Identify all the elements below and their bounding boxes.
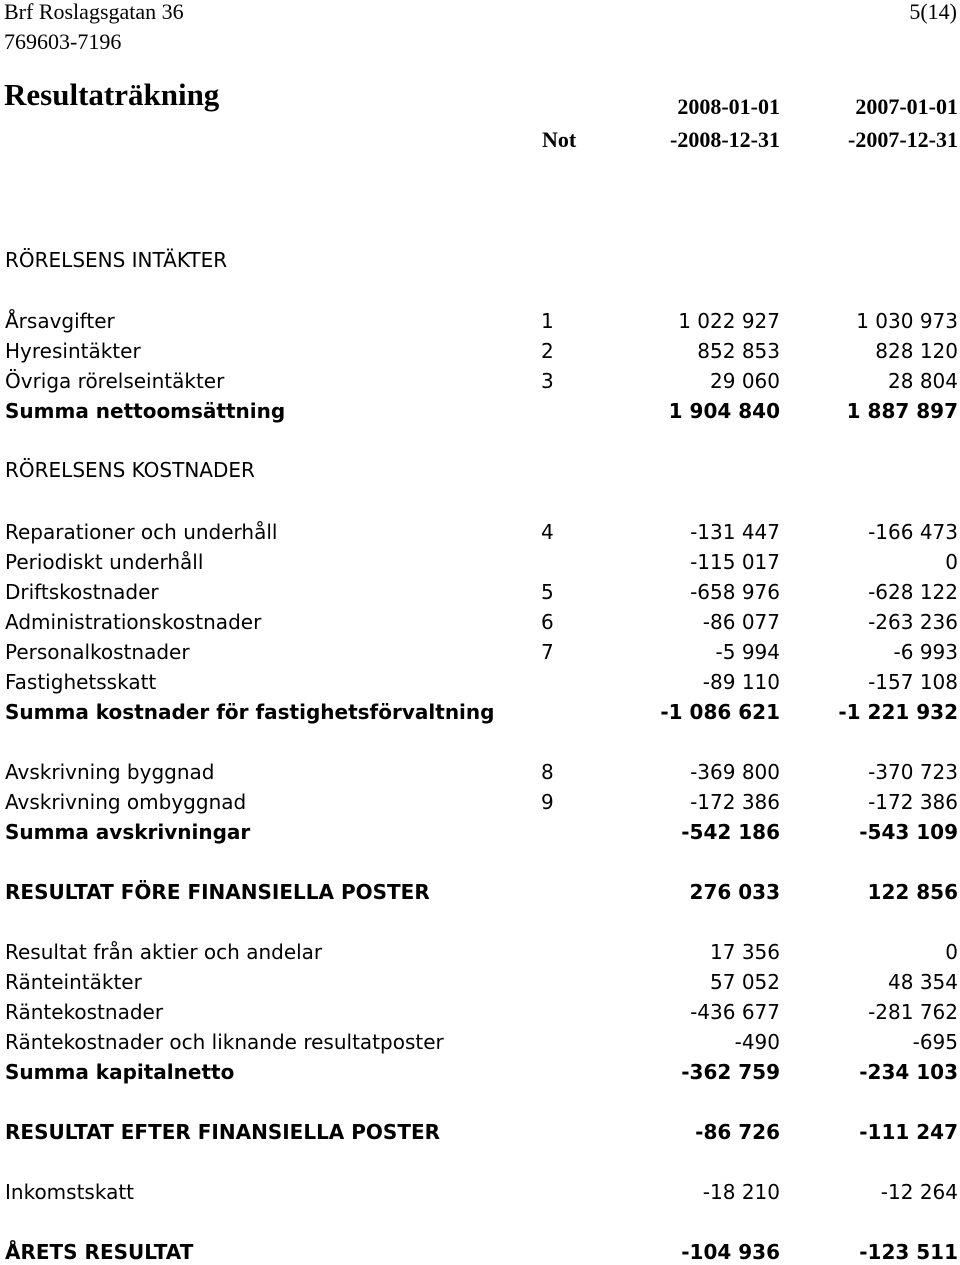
- row-value-2008: 852 853: [697, 339, 780, 363]
- section-heading-costs: RÖRELSENS KOSTNADER: [5, 458, 255, 482]
- row-value-2007: 48 354: [888, 970, 958, 994]
- table-row: [0, 759, 960, 785]
- subtotal-row: [0, 398, 960, 424]
- row-note: 9: [541, 790, 554, 814]
- row-label: Räntekostnader och liknande resultatposter: [5, 1030, 444, 1054]
- row-value-2007: 828 120: [875, 339, 958, 363]
- table-row: [0, 579, 960, 605]
- subtotal-row: [0, 819, 960, 845]
- row-value-2008: 17 356: [710, 940, 780, 964]
- row-label: Ränteintäkter: [5, 970, 142, 994]
- row-label: ÅRETS RESULTAT: [5, 1240, 194, 1264]
- row-value-2008: -18 210: [702, 1180, 780, 1204]
- row-value-2008: 1 022 927: [678, 309, 780, 333]
- row-value-2007: -370 723: [868, 760, 958, 784]
- row-value-2007: -628 122: [868, 580, 958, 604]
- row-value-2008: -172 386: [690, 790, 780, 814]
- row-label: Årsavgifter: [5, 309, 115, 333]
- row-label: Summa kapitalnetto: [5, 1060, 235, 1084]
- row-value-2007: -123 511: [859, 1240, 958, 1264]
- row-label: Avskrivning byggnad: [5, 760, 215, 784]
- row-label: Hyresintäkter: [5, 339, 141, 363]
- table-row: [0, 1179, 960, 1205]
- row-value-2007: -166 473: [868, 520, 958, 544]
- result-row: [0, 1119, 960, 1145]
- row-value-2008: 57 052: [710, 970, 780, 994]
- row-note: 6: [541, 610, 554, 634]
- row-value-2007: -157 108: [868, 670, 958, 694]
- row-value-2007: -172 386: [868, 790, 958, 814]
- row-label: Summa nettoomsättning: [5, 399, 286, 423]
- row-value-2007: 1 887 897: [846, 399, 958, 423]
- row-value-2008: -362 759: [681, 1060, 780, 1084]
- row-label: Fastighetsskatt: [5, 670, 157, 694]
- table-row: [0, 308, 960, 334]
- row-value-2008: 276 033: [689, 880, 780, 904]
- row-label: Administrationskostnader: [5, 610, 262, 634]
- row-value-2008: -658 976: [690, 580, 780, 604]
- row-value-2008: -436 677: [690, 1000, 780, 1024]
- row-value-2008: -86 077: [702, 610, 780, 634]
- row-value-2007: 1 030 973: [856, 309, 958, 333]
- table-row: [0, 939, 960, 965]
- row-value-2008: -104 936: [681, 1240, 780, 1264]
- row-note: 5: [541, 580, 554, 604]
- row-value-2007: -12 264: [880, 1180, 958, 1204]
- row-label: Avskrivning ombyggnad: [5, 790, 247, 814]
- table-row: [0, 338, 960, 364]
- table-row: [0, 639, 960, 665]
- row-value-2008: -542 186: [681, 820, 780, 844]
- net-result-row: [0, 1239, 960, 1265]
- row-label: Övriga rörelseintäkter: [5, 369, 225, 393]
- page-title: Resultaträkning: [4, 77, 220, 112]
- org-number: 769603-7196: [4, 29, 122, 54]
- section-heading-income: RÖRELSENS INTÄKTER: [5, 248, 228, 272]
- table-row: [0, 368, 960, 394]
- row-label: RESULTAT FÖRE FINANSIELLA POSTER: [5, 880, 430, 904]
- row-value-2008: -115 017: [690, 550, 780, 574]
- row-label: Inkomstskatt: [5, 1180, 135, 1204]
- row-label: Periodiskt underhåll: [5, 550, 204, 574]
- row-value-2008: -369 800: [690, 760, 780, 784]
- row-label: Summa avskrivningar: [5, 820, 251, 844]
- row-value-2007: 0: [945, 550, 958, 574]
- row-note: 8: [541, 760, 554, 784]
- result-row: [0, 879, 960, 905]
- table-row: [0, 549, 960, 575]
- table-row: [0, 1029, 960, 1055]
- row-label: Resultat från aktier och andelar: [5, 940, 323, 964]
- table-row: [0, 519, 960, 545]
- row-label: Räntekostnader: [5, 1000, 164, 1024]
- association-name: Brf Roslagsgatan 36: [4, 0, 184, 24]
- row-value-2007: 0: [945, 940, 958, 964]
- row-value-2008: 29 060: [710, 369, 780, 393]
- row-value-2007: -695: [912, 1030, 958, 1054]
- table-row: [0, 609, 960, 635]
- table-row: [0, 969, 960, 995]
- row-value-2007: 122 856: [867, 880, 958, 904]
- row-value-2008: -5 994: [715, 640, 780, 664]
- table-row: [0, 669, 960, 695]
- row-value-2008: -89 110: [702, 670, 780, 694]
- row-value-2008: 1 904 840: [668, 399, 780, 423]
- row-label: Personalkostnader: [5, 640, 190, 664]
- row-label: RESULTAT EFTER FINANSIELLA POSTER: [5, 1120, 441, 1144]
- row-label: Summa kostnader för fastighetsförvaltning: [5, 700, 495, 724]
- subtotal-row: [0, 699, 960, 725]
- row-value-2007: -1 221 932: [838, 700, 958, 724]
- table-row: [0, 789, 960, 815]
- row-note: 3: [541, 369, 554, 393]
- row-value-2007: -234 103: [859, 1060, 958, 1084]
- row-value-2007: -263 236: [868, 610, 958, 634]
- row-value-2008: -131 447: [690, 520, 780, 544]
- table-row: [0, 999, 960, 1025]
- row-note: 7: [541, 640, 554, 664]
- column-header-2007-to: -2007-12-31: [848, 127, 958, 152]
- row-value-2007: -543 109: [859, 820, 958, 844]
- row-note: 1: [541, 309, 554, 333]
- column-header-note: Not: [542, 127, 577, 152]
- subtotal-row: [0, 1059, 960, 1085]
- row-value-2007: -281 762: [868, 1000, 958, 1024]
- page-number: 5(14): [909, 0, 957, 24]
- row-value-2007: -111 247: [859, 1120, 958, 1144]
- row-note: 4: [541, 520, 554, 544]
- row-value-2007: 28 804: [888, 369, 958, 393]
- row-label: Driftskostnader: [5, 580, 159, 604]
- column-header-2008-to: -2008-12-31: [670, 127, 780, 152]
- column-header-2008-from: 2008-01-01: [677, 94, 780, 119]
- row-value-2008: -86 726: [695, 1120, 780, 1144]
- column-header-2007-from: 2007-01-01: [855, 94, 958, 119]
- row-label: Reparationer och underhåll: [5, 520, 278, 544]
- row-note: 2: [541, 339, 554, 363]
- row-value-2008: -490: [734, 1030, 780, 1054]
- row-value-2008: -1 086 621: [660, 700, 780, 724]
- row-value-2007: -6 993: [893, 640, 958, 664]
